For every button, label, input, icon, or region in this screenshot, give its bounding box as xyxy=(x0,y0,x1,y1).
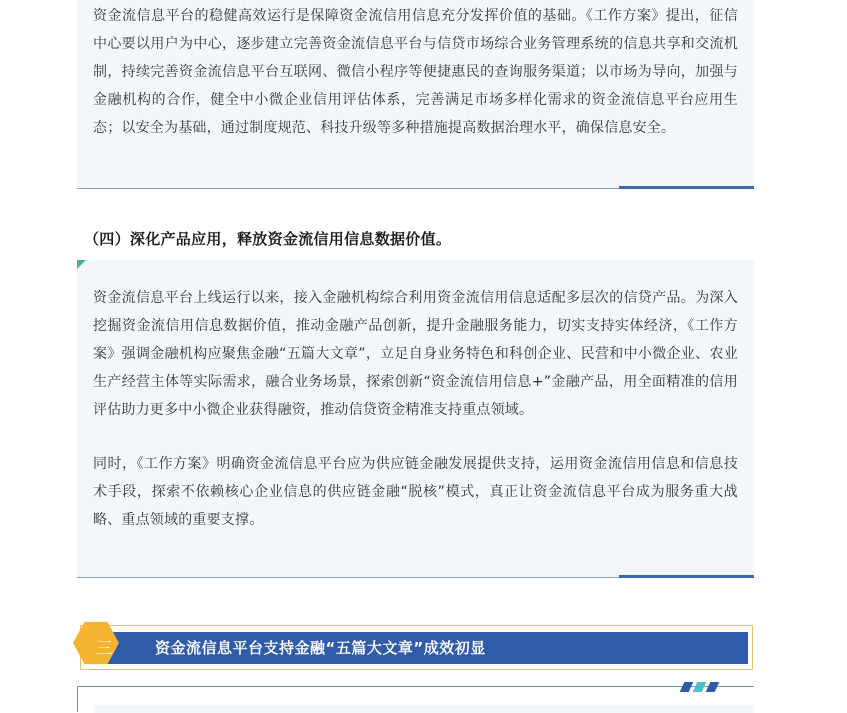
section-three-banner xyxy=(80,625,753,670)
intro-paragraph: 资金流信息平台的稳健高效运行是保障资金流信用信息充分发挥价值的基础。《工作方案》提出，征信中心要以用户为中心，逐步建立完善资金流信息平台与信贷市场综合业务管理系统的信息共享和交流机制，持续完善资金流信息平台互联网、微信小程序等便捷惠民的查询服务渠道；以市场为导向，加强与金融机构的合作，健全中小微企业信用评估体系，完善满足市场多样化需求的资金流信息平台应用生态；以安全为基础，通过制度规范、科技升级等多种措施提高数据治理水平，确保信息安全。 xyxy=(93,8,738,136)
banner-bar xyxy=(105,632,748,664)
section-four-paragraph-2: 同时，《工作方案》明确资金流信息平台应为供应链金融发展提供支持，运用资金流信用信息和信息技术手段，探索不依赖核心企业信息的供应链金融“脱核”模式，真正让资金流信息平台成为服务重大战略、重点领域的重要支撑。 xyxy=(93,456,738,528)
section-four-heading: （四）深化产品应用，释放资金流信用信息数据价值。 xyxy=(84,230,452,248)
section-three-title: 资金流信息平台支持金融“五篇大文章”成效初显 xyxy=(155,639,486,657)
card-accent-bar xyxy=(619,186,754,189)
card-accent-bar xyxy=(619,575,754,578)
content-card-intro xyxy=(77,0,754,189)
decorative-stripes-icon xyxy=(682,682,732,692)
content-card-section-three xyxy=(77,686,754,712)
content-card-section-four xyxy=(77,260,754,578)
section-four-paragraph-1: 资金流信息平台上线运行以来，接入金融机构综合利用资金流信用信息适配多层次的信贷产品。为深入挖掘资金流信用信息数据价值，推动金融产品创新，提升金融服务能力，切实支持实体经济，《工作方案》强调金融机构应聚焦金融“五篇大文章”，立足自身业务特色和科创企业、民营和中小微企业、农业生产经营主体等实际需求，融合业务场景，探索创新“资金流信用信息+”金融产品，用全面精准的信用评估助力更多中小微企业获得融资，推动信贷资金精准支持重点领域。 xyxy=(93,290,738,418)
corner-triangle-icon xyxy=(77,260,86,269)
section-number: 三 xyxy=(95,639,113,659)
